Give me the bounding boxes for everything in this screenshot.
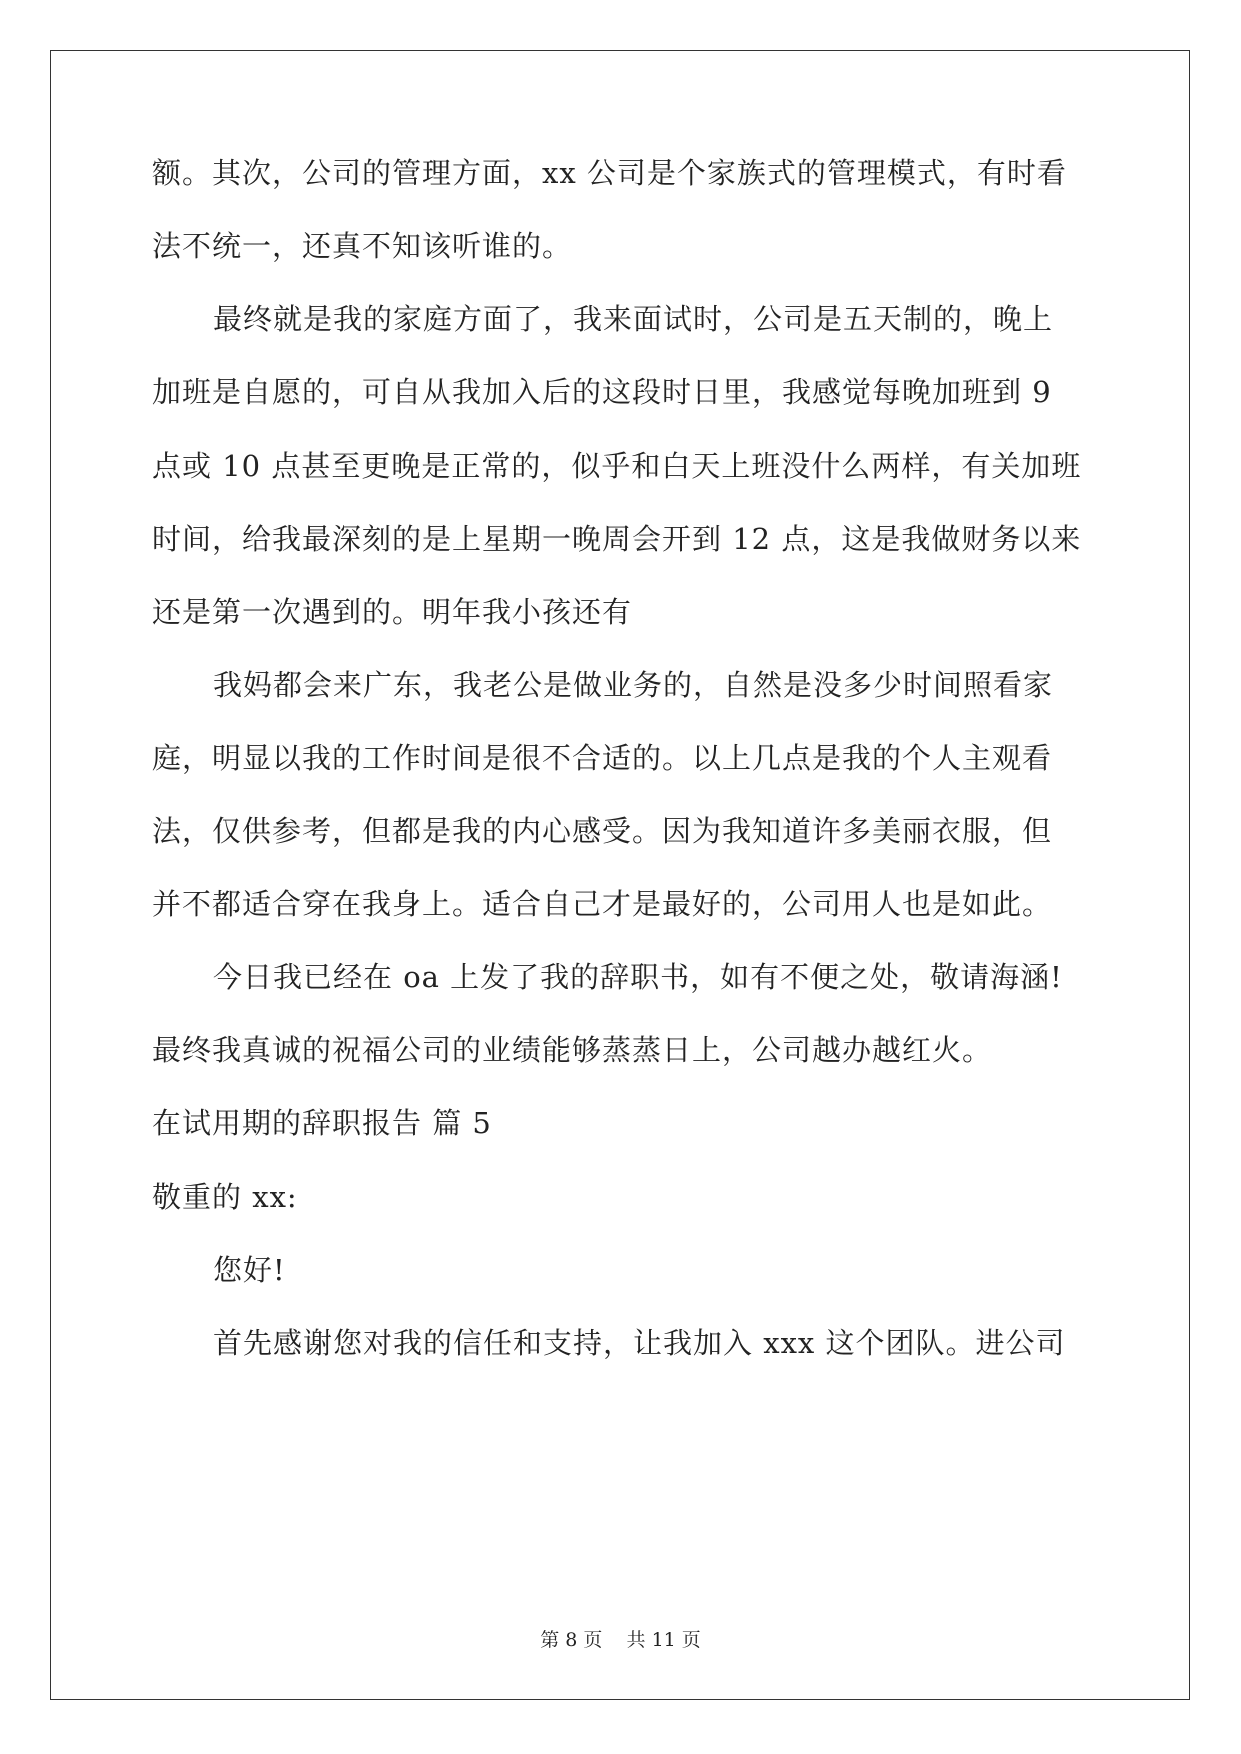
salutation: 敬重的 xx: [152, 1180, 298, 1214]
body-line-8: 我妈都会来广东，我老公是做业务的，自然是没多少时间照看家 [213, 668, 1054, 702]
greeting: 您好! [213, 1253, 286, 1287]
body-line-6: 时间，给我最深刻的是上星期一晚周会开到 12 点，这是我做财务以来 [152, 522, 1082, 556]
body-line-5: 点或 10 点甚至更晚是正常的，似乎和白天上班没什么两样，有关加班 [152, 449, 1082, 483]
body-line-13: 最终我真诚的祝福公司的业绩能够蒸蒸日上，公司越办越红火。 [152, 1033, 993, 1067]
section-heading: 在试用期的辞职报告 篇 5 [152, 1106, 492, 1140]
body-line-12: 今日我已经在 oa 上发了我的辞职书，如有不便之处，敬请海涵! [213, 960, 1063, 994]
body-line-2: 法不统一，还真不知该听谁的。 [152, 229, 573, 263]
page-number-footer: 第 8 页 共 11 页 [540, 1629, 701, 1651]
body-line-1: 额。其次，公司的管理方面，xx 公司是个家族式的管理模式，有时看 [152, 156, 1067, 190]
body-line-11: 并不都适合穿在我身上。适合自己才是最好的，公司用人也是如此。 [152, 887, 1053, 921]
body-line-3: 最终就是我的家庭方面了，我来面试时，公司是五天制的，晚上 [213, 302, 1054, 336]
body-line-9: 庭，明显以我的工作时间是很不合适的。以上几点是我的个人主观看 [152, 741, 1053, 775]
body-line-17: 首先感谢您对我的信任和支持，让我加入 xxx 这个团队。进公司 [213, 1326, 1066, 1360]
body-line-10: 法，仅供参考，但都是我的内心感受。因为我知道许多美丽衣服，但 [152, 814, 1053, 848]
body-line-7: 还是第一次遇到的。明年我小孩还有 [152, 595, 633, 629]
body-line-4: 加班是自愿的，可自从我加入后的这段时日里，我感觉每晚加班到 9 [152, 375, 1052, 409]
page-border [50, 50, 1190, 1700]
